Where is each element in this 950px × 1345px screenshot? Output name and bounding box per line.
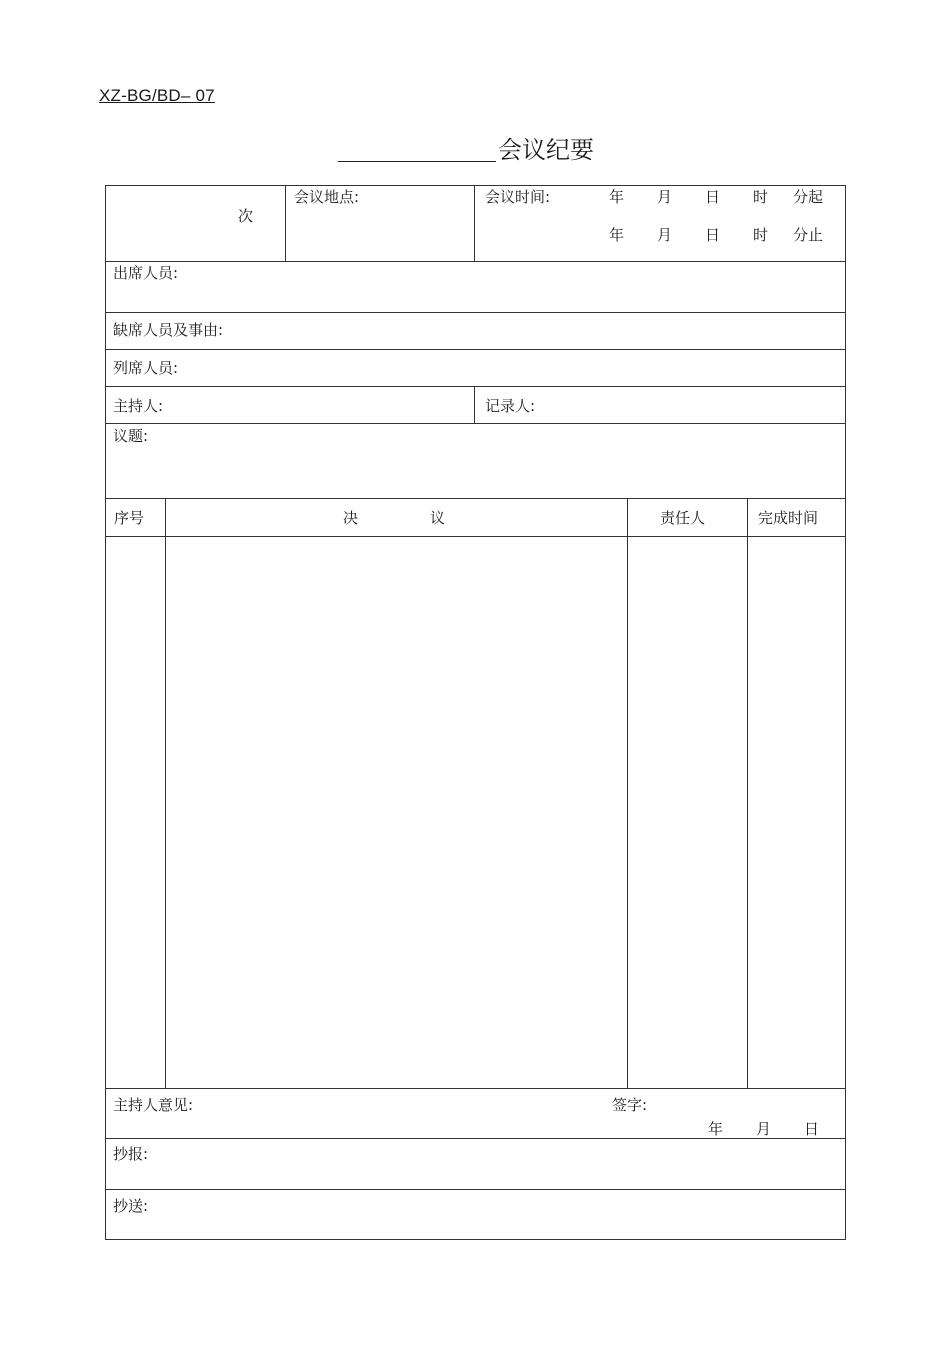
recorder-label: 记录人: bbox=[485, 397, 536, 415]
start-hour-unit: 时 bbox=[753, 188, 769, 206]
report-to-label: 抄报: bbox=[113, 1145, 149, 1163]
end-day-unit: 日 bbox=[705, 226, 721, 244]
signature-year-unit: 年 bbox=[708, 1120, 724, 1138]
signature-month-unit: 月 bbox=[756, 1120, 772, 1138]
end-hour-unit: 时 bbox=[753, 226, 769, 244]
meeting-time-label: 会议时间: bbox=[485, 188, 551, 206]
title-blank-line[interactable] bbox=[338, 161, 496, 162]
row-divider bbox=[105, 1088, 846, 1089]
col-header-deadline: 完成时间 bbox=[758, 509, 819, 527]
end-minute-unit: 分止 bbox=[793, 226, 824, 244]
column-divider bbox=[627, 498, 628, 1089]
row-divider bbox=[105, 498, 846, 499]
start-month-unit: 月 bbox=[657, 188, 673, 206]
end-year-unit: 年 bbox=[609, 226, 625, 244]
row-divider bbox=[105, 1138, 846, 1139]
column-divider bbox=[747, 498, 748, 1089]
signature-label: 签字: bbox=[612, 1096, 648, 1114]
session-number-suffix: 次 bbox=[238, 207, 254, 225]
observers-label: 列席人员: bbox=[113, 359, 179, 377]
column-divider bbox=[474, 386, 475, 424]
attendees-label: 出席人员: bbox=[113, 264, 179, 282]
start-year-unit: 年 bbox=[609, 188, 625, 206]
row-divider bbox=[105, 1189, 846, 1190]
topics-label: 议题: bbox=[113, 427, 149, 445]
row-divider bbox=[105, 312, 846, 313]
document-code: XZ-BG/BD– 07 bbox=[99, 86, 215, 105]
absentees-label: 缺席人员及事由: bbox=[113, 321, 224, 339]
col-header-number: 序号 bbox=[114, 509, 145, 527]
page-title: 会议纪要 bbox=[498, 136, 594, 164]
host-opinion-label: 主持人意见: bbox=[113, 1096, 194, 1114]
row-divider bbox=[105, 261, 846, 262]
meeting-location-label: 会议地点: bbox=[294, 188, 360, 206]
signature-day-unit: 日 bbox=[804, 1120, 820, 1138]
column-divider bbox=[474, 185, 475, 262]
row-divider bbox=[105, 349, 846, 350]
row-divider bbox=[105, 386, 846, 387]
start-day-unit: 日 bbox=[705, 188, 721, 206]
start-minute-unit: 分起 bbox=[793, 188, 824, 206]
col-header-owner: 责任人 bbox=[660, 509, 706, 527]
col-header-resolution-part1: 决 bbox=[343, 509, 359, 527]
column-divider bbox=[165, 498, 166, 1089]
host-label: 主持人: bbox=[113, 397, 164, 415]
send-to-label: 抄送: bbox=[113, 1197, 149, 1215]
column-divider bbox=[285, 185, 286, 262]
row-divider bbox=[105, 423, 846, 424]
row-divider bbox=[105, 536, 846, 537]
col-header-resolution-part2: 议 bbox=[430, 509, 446, 527]
end-month-unit: 月 bbox=[657, 226, 673, 244]
minutes-form bbox=[105, 185, 846, 1240]
